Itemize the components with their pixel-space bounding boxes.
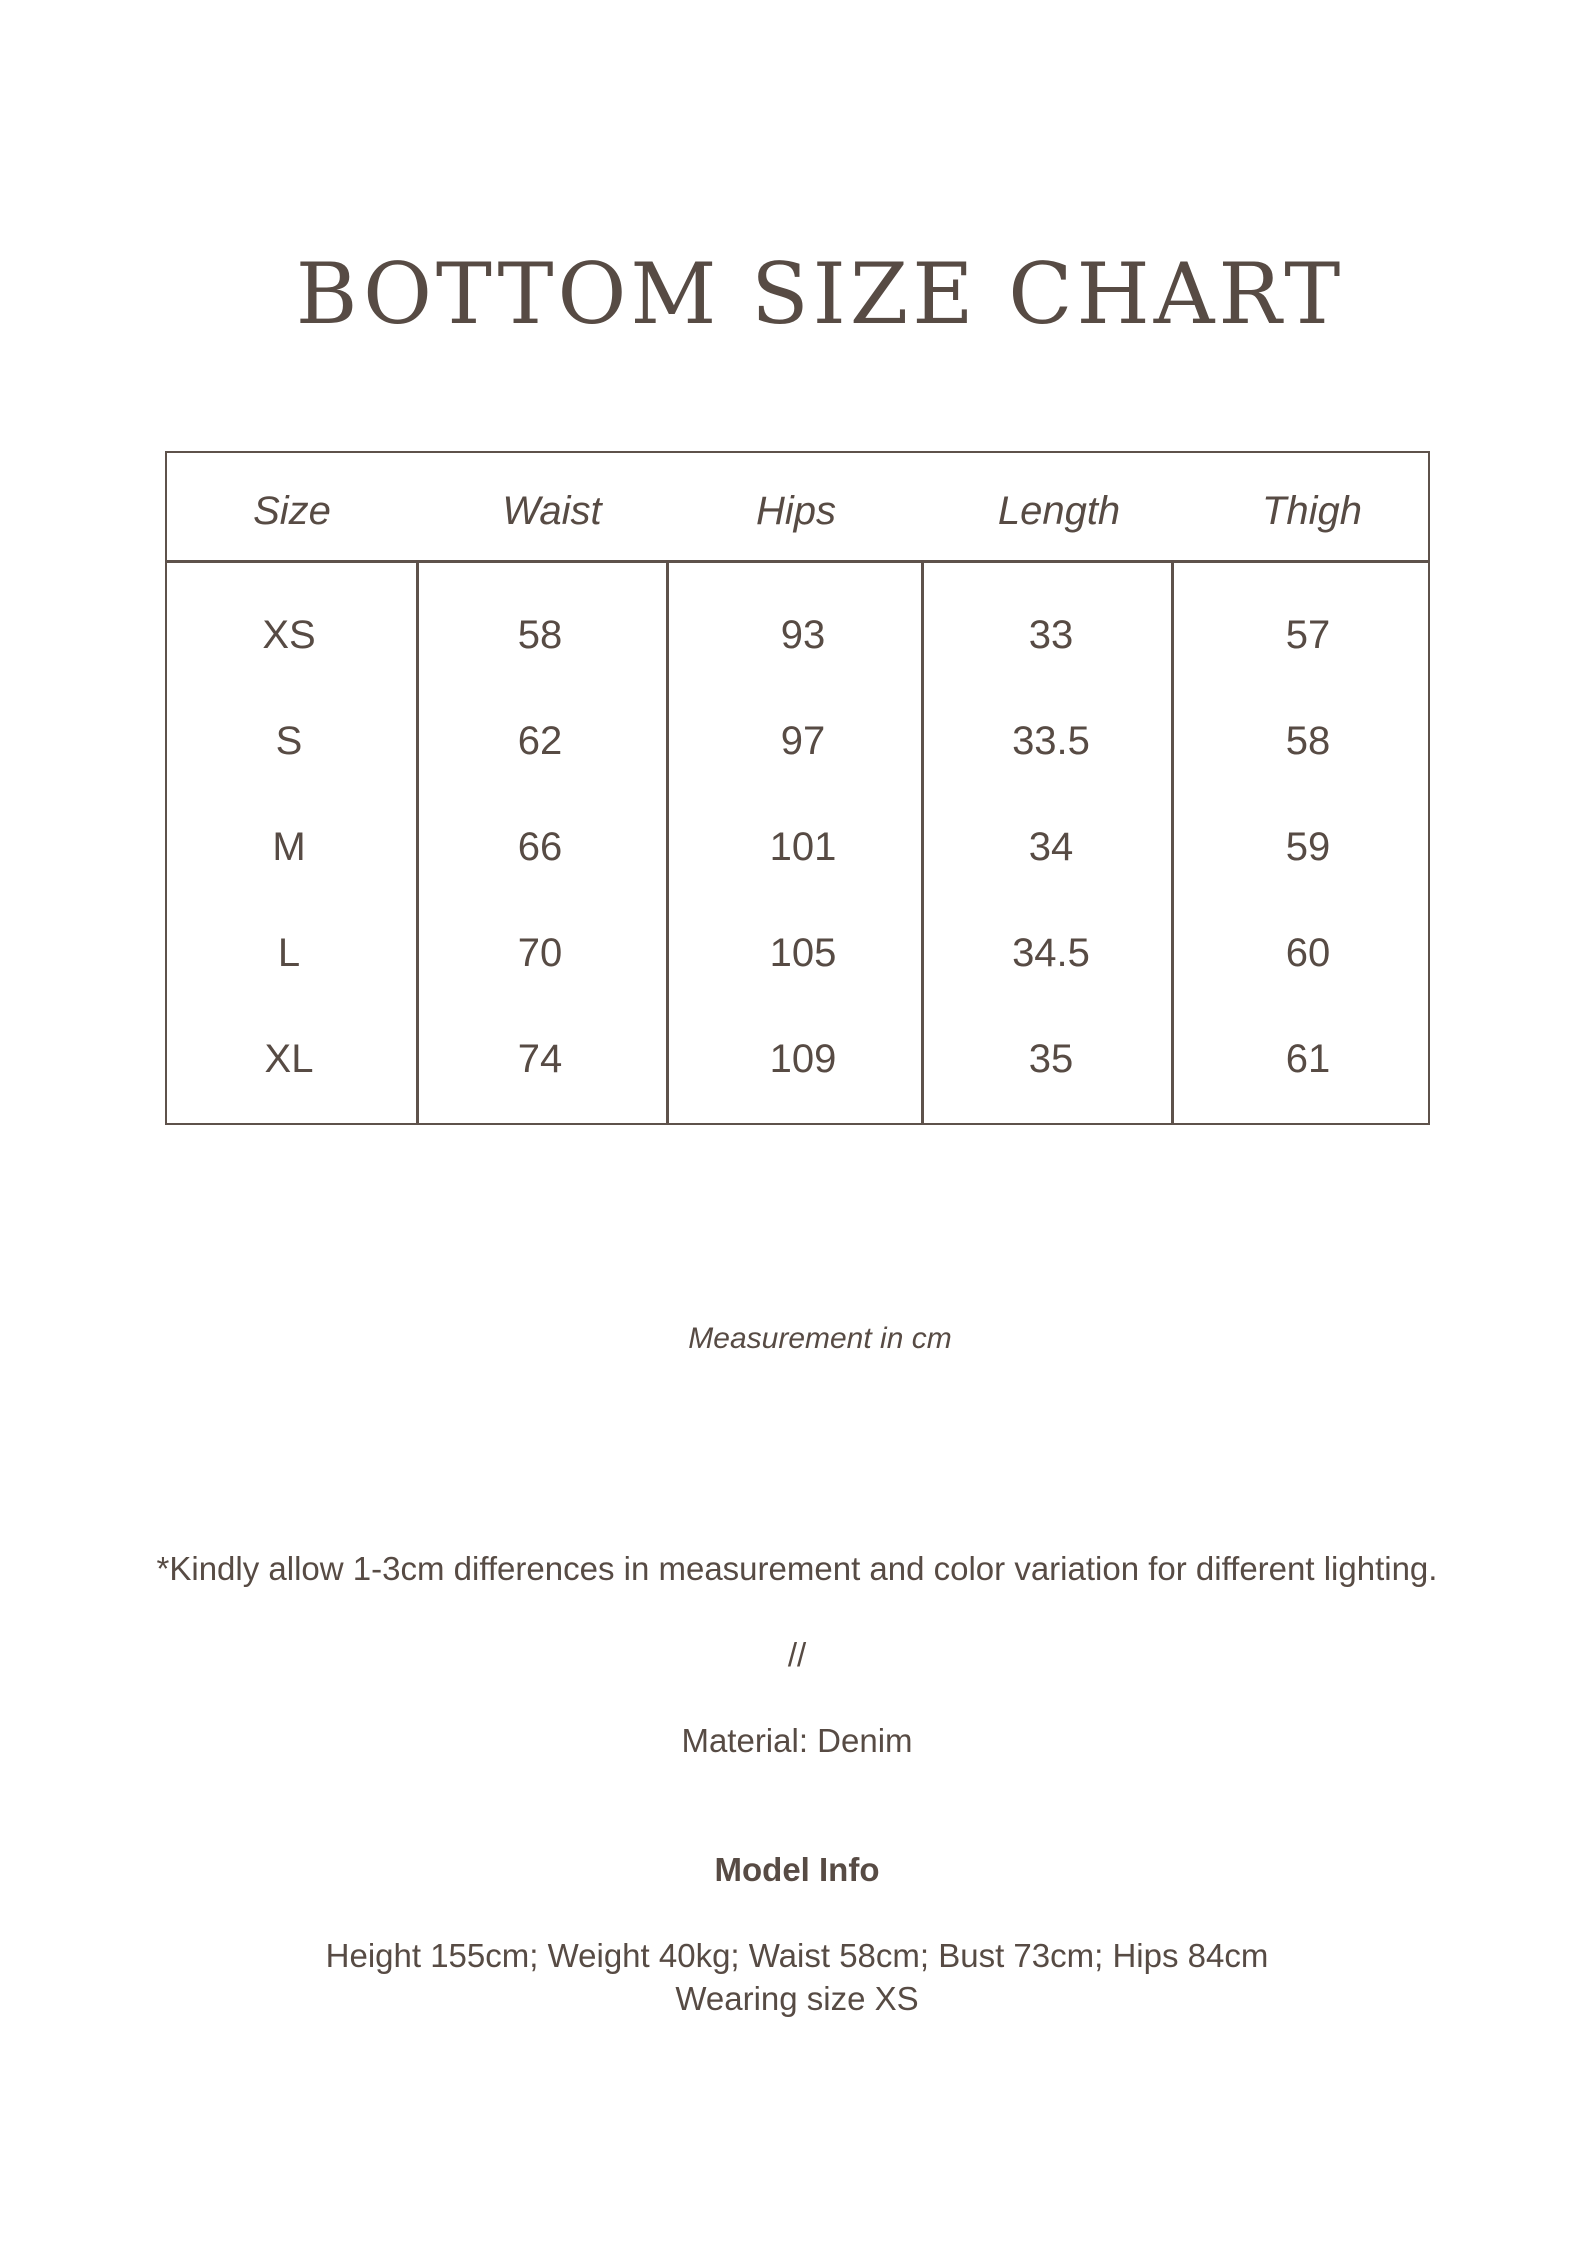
disclaimer-text: *Kindly allow 1-3cm differences in measurement and color variation for different lighting. bbox=[156, 1550, 1438, 1587]
cell-thigh: 60 bbox=[1285, 931, 1331, 975]
size-chart-table bbox=[165, 451, 1430, 1125]
header-size: Size bbox=[253, 489, 331, 533]
header-hips: Hips bbox=[755, 489, 837, 533]
cell-hips: 105 bbox=[769, 931, 837, 975]
cell-hips: 101 bbox=[769, 825, 837, 869]
table-header-row bbox=[167, 453, 1428, 563]
table-row bbox=[167, 1035, 1428, 1141]
header-waist: Waist bbox=[502, 489, 602, 533]
cell-size: L bbox=[277, 931, 301, 975]
cell-waist: 74 bbox=[517, 1037, 563, 1081]
page-title: BOTTOM SIZE CHART bbox=[295, 245, 1345, 343]
cell-size: XL bbox=[264, 1037, 314, 1081]
model-wearing-size: Wearing size XS bbox=[675, 1980, 919, 2017]
unit-note: Measurement in cm bbox=[688, 1322, 952, 1355]
material-text: Material: Denim bbox=[681, 1722, 913, 1759]
cell-waist: 62 bbox=[517, 719, 563, 763]
cell-waist: 66 bbox=[517, 825, 563, 869]
cell-waist: 58 bbox=[517, 613, 563, 657]
table-row bbox=[167, 717, 1428, 823]
cell-length: 33 bbox=[1028, 613, 1074, 657]
header-length: Length bbox=[997, 489, 1121, 533]
header-thigh: Thigh bbox=[1261, 489, 1363, 533]
cell-hips: 93 bbox=[780, 613, 826, 657]
separator-text: // bbox=[787, 1636, 807, 1673]
model-measurements: Height 155cm; Weight 40kg; Waist 58cm; Bust 73cm; Hips 84cm bbox=[325, 1937, 1269, 1974]
cell-thigh: 59 bbox=[1285, 825, 1331, 869]
cell-hips: 109 bbox=[769, 1037, 837, 1081]
cell-hips: 97 bbox=[780, 719, 826, 763]
cell-thigh: 58 bbox=[1285, 719, 1331, 763]
cell-waist: 70 bbox=[517, 931, 563, 975]
cell-length: 35 bbox=[1028, 1037, 1074, 1081]
cell-thigh: 61 bbox=[1285, 1037, 1331, 1081]
cell-size: XS bbox=[262, 613, 316, 657]
table-row bbox=[167, 929, 1428, 1035]
cell-size: M bbox=[272, 825, 306, 869]
table-row bbox=[167, 611, 1428, 717]
cell-length: 34.5 bbox=[1012, 931, 1090, 975]
table-row bbox=[167, 823, 1428, 929]
cell-size: S bbox=[275, 719, 303, 763]
cell-thigh: 57 bbox=[1285, 613, 1331, 657]
cell-length: 33.5 bbox=[1012, 719, 1090, 763]
model-info-heading: Model Info bbox=[714, 1851, 880, 1888]
cell-length: 34 bbox=[1028, 825, 1074, 869]
